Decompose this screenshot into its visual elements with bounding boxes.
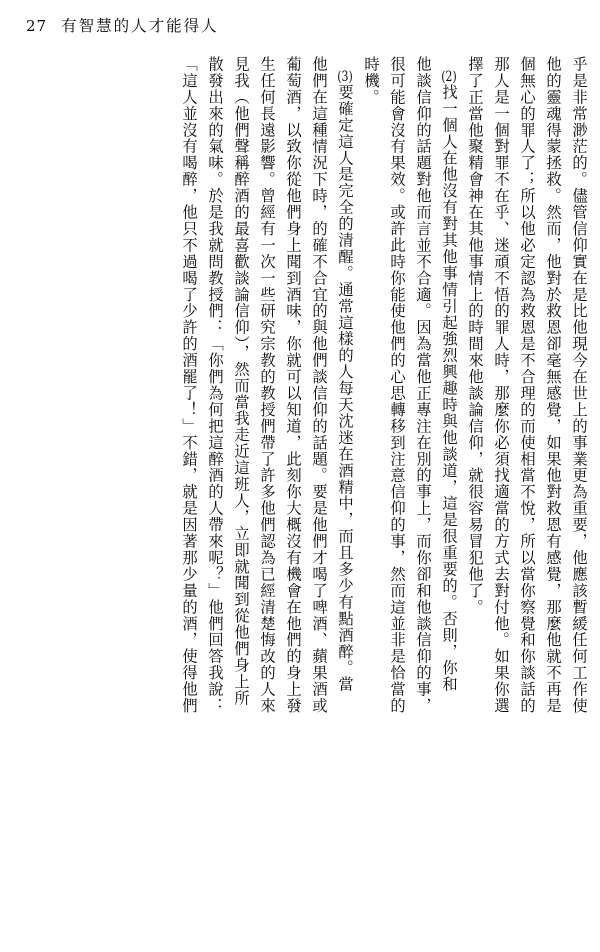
text-column: 那人是一個對罪不在乎、迷頑不悟的罪人時，那麼你必須找適當的方式去對付他。如果你選 bbox=[492, 56, 510, 714]
text-column: 散發出來的氣味。於是我就問教授們：「你們為何把這醉酒的人帶來呢？」他們回答我說： bbox=[206, 56, 224, 714]
latin-run: (3) bbox=[337, 70, 353, 84]
text-column: 生任何長遠影響。曾經有一次一些研究宗教的教授們帶了許多他們認為已經清楚悔改的人來 bbox=[258, 56, 276, 714]
text-column: 時機。 bbox=[362, 56, 380, 106]
text-column: 見我（他們聲稱醉酒的最喜歡談論信仰），然而當我走近這班人，立即就聞到從他們身上所 bbox=[232, 56, 250, 707]
text-column: (2)找一個人在他沒有對其他事情引起強烈興趣時與他談道，這是很重要的。否則，你和 bbox=[440, 70, 458, 693]
text-column: 擇了正當他聚精會神在其他事情上的時間來他談論信仰，就很容易冒犯他了。 bbox=[466, 56, 484, 616]
text-column: 很可能會沒有果效。或許此時你能使他們的心思轉移到注意信仰的事，然而這並非是恰當的 bbox=[388, 56, 406, 714]
vertical-text-body bbox=[20, 56, 586, 936]
text-column: 他談信仰的話題對他而言並不合適。因為當他正專注在別的事上，而你卻和他談信仰的事， bbox=[414, 56, 432, 714]
running-head bbox=[26, 14, 574, 44]
page-number: 27 bbox=[26, 17, 48, 35]
text-column: (3)要確定這人是完全的清醒。通常這樣的人每天沈迷在酒精中，而且多少有點酒醉。當 bbox=[336, 70, 354, 693]
text-column: 他的靈魂得蒙拯救。然而，他對於救恩卻毫無感覺，如果他對救恩有感覺，那麼他就不再是 bbox=[544, 56, 562, 714]
running-head-title: 有智慧的人才能得人 bbox=[61, 17, 219, 35]
text-column: 個無心的罪人了；所以他必定認為救恩是不合理的而使相當不悅，所以當你察覺和你談話的 bbox=[518, 56, 536, 714]
text-column: 他們在這種情況下時，的確不合宜的與他們談信仰的話題。要是他們才喝了啤酒、蘋果酒或 bbox=[310, 56, 328, 714]
text-column: 「這人並沒有喝醉，他只不過喝了少許的酒罷了！」不錯，就是因著那少量的酒，使得他們 bbox=[180, 56, 198, 714]
text-column: 葡萄酒，以致你從他們身上聞到酒味，你就可以知道，此刻你大概沒有機會在他們的身上發 bbox=[284, 56, 302, 714]
latin-run: (2) bbox=[441, 70, 457, 84]
text-column: 乎是非常渺茫的。儘管信仰實在是比他現今在世上的事業更為重要，他應該暫緩任何工作使 bbox=[570, 56, 588, 714]
